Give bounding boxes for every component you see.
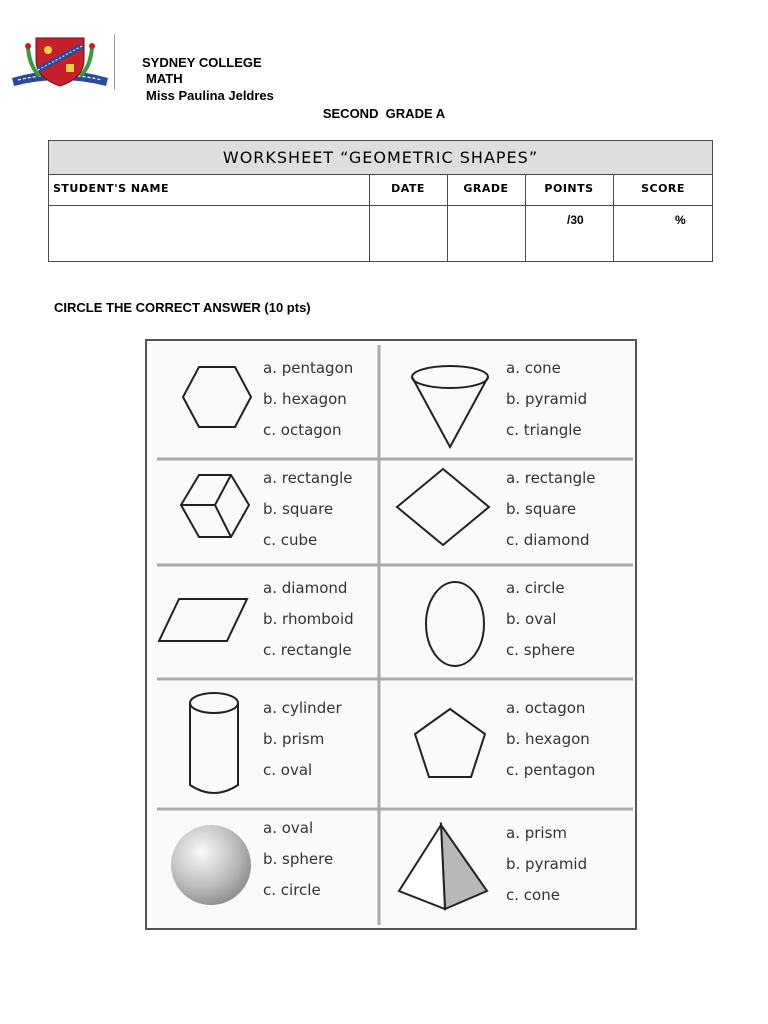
option[interactable]: c. octagon	[263, 421, 342, 439]
option[interactable]: a. pentagon	[263, 359, 354, 377]
option[interactable]: a. oval	[263, 819, 314, 837]
option[interactable]: a. octagon	[506, 699, 586, 717]
column-header-student-name: STUDENT'S NAME	[53, 182, 170, 195]
option[interactable]: c. sphere	[506, 641, 575, 659]
option[interactable]: b. hexagon	[506, 730, 590, 748]
option[interactable]: b. square	[263, 500, 334, 518]
pentagon-icon	[413, 707, 487, 784]
option[interactable]: a. cone	[506, 359, 561, 377]
option[interactable]: c. circle	[263, 881, 321, 899]
option[interactable]: b. square	[506, 500, 577, 518]
question-4-options	[506, 463, 596, 556]
row-divider	[49, 205, 712, 206]
column-header-score: SCORE	[641, 182, 685, 195]
option[interactable]: b. sphere	[263, 850, 334, 868]
option[interactable]: b. pyramid	[506, 390, 588, 408]
instructions: CIRCLE THE CORRECT ANSWER (10 pts)	[54, 300, 311, 315]
cube-icon	[179, 473, 251, 544]
school-name: SYDNEY COLLEGE	[142, 55, 262, 70]
teacher-name: Miss Paulina Jeldres	[146, 88, 274, 103]
option[interactable]: b. prism	[263, 730, 325, 748]
points-value: /30	[567, 213, 584, 227]
option[interactable]: a. prism	[506, 824, 568, 842]
cylinder-icon	[187, 691, 241, 802]
question-2-options	[506, 353, 587, 446]
column-header-grade: GRADE	[463, 182, 509, 195]
option[interactable]: c. cone	[506, 886, 560, 904]
question-8-options	[506, 693, 595, 786]
column-header-date: DATE	[391, 182, 425, 195]
option[interactable]: b. oval	[506, 610, 557, 628]
subject-name: MATH	[146, 71, 183, 86]
option[interactable]: b. pyramid	[506, 855, 588, 873]
option[interactable]: c. cube	[263, 531, 318, 549]
school-crest-logo	[10, 34, 110, 94]
sphere-icon	[169, 823, 253, 912]
question-7-options	[263, 693, 342, 786]
question-10-options	[506, 818, 587, 911]
option[interactable]: a. circle	[506, 579, 565, 597]
option[interactable]: a. rectangle	[506, 469, 596, 487]
pyramid-icon	[397, 821, 489, 918]
question-6-options	[506, 573, 575, 666]
column-header-points: POINTS	[544, 182, 594, 195]
grade-title	[0, 106, 768, 122]
option[interactable]: a. diamond	[263, 579, 348, 597]
option[interactable]: a. rectangle	[263, 469, 353, 487]
score-value: %	[675, 213, 686, 227]
option[interactable]: c. diamond	[506, 531, 590, 549]
option[interactable]: c. pentagon	[506, 761, 596, 779]
option[interactable]: c. triangle	[506, 421, 582, 439]
header-divider	[114, 34, 115, 90]
option[interactable]: a. cylinder	[263, 699, 342, 717]
hexagon-icon	[181, 365, 253, 434]
student-info-table	[48, 140, 713, 262]
option[interactable]: b. rhomboid	[263, 610, 354, 628]
option[interactable]: c. oval	[263, 761, 313, 779]
cone-icon	[409, 363, 491, 454]
question-3-options	[263, 463, 353, 556]
oval-icon	[423, 579, 487, 674]
question-5-options	[263, 573, 354, 666]
question-9-options	[263, 813, 333, 906]
question-1-options	[263, 353, 353, 446]
worksheet-title: WORKSHEET “GEOMETRIC SHAPES”	[49, 141, 712, 175]
option[interactable]: b. hexagon	[263, 390, 347, 408]
diamond-icon	[395, 467, 491, 552]
shapes-quiz-panel	[145, 339, 637, 930]
option[interactable]: c. rectangle	[263, 641, 352, 659]
grade-title-text: SECOND GRADE A	[322, 106, 446, 121]
parallelogram-icon	[157, 597, 249, 648]
